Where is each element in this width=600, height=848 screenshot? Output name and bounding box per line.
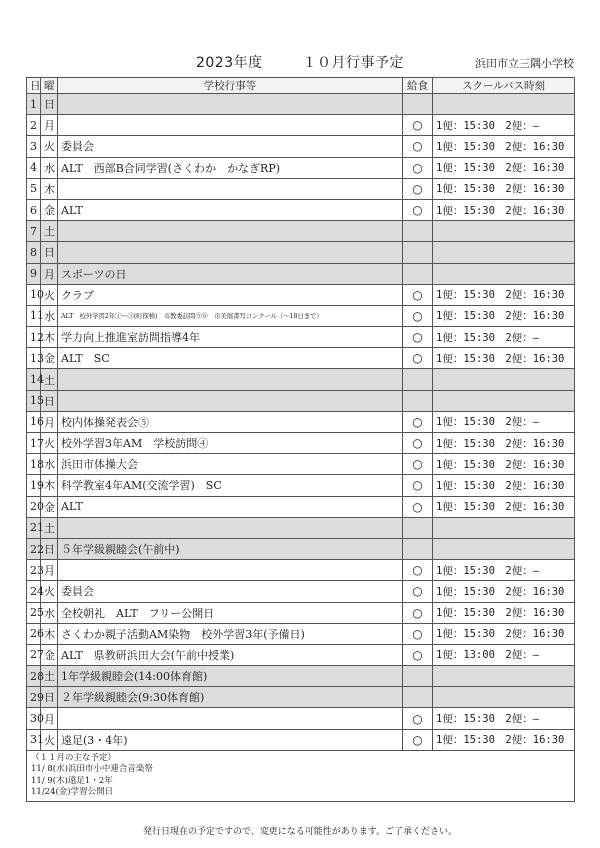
bus-time-cell: 1便：15:30 2便：― — [433, 560, 575, 581]
table-row — [27, 666, 575, 687]
weekday-cell: 月 — [41, 560, 58, 581]
day-cell: 17 — [27, 433, 41, 454]
table-row — [27, 623, 575, 644]
meal-cell: ○ — [403, 560, 433, 581]
day-cell: 11 — [27, 305, 41, 326]
schedule-body — [27, 94, 575, 751]
col-header-weekday: 曜 — [41, 78, 58, 94]
table-row — [27, 538, 575, 559]
table-row — [27, 708, 575, 729]
note-line: 11/24(金)学習公開日 — [31, 787, 114, 798]
bus-time-cell: 1便：15:30 2便：16:30 — [433, 496, 575, 517]
meal-cell: ○ — [403, 305, 433, 326]
table-row — [27, 178, 575, 199]
event-cell — [58, 708, 403, 729]
table-row — [27, 602, 575, 623]
bus-time-cell: 1便：15:30 2便：16:30 — [433, 581, 575, 602]
title-year: 2023年度 — [195, 55, 263, 71]
weekday-cell: 日 — [41, 390, 58, 411]
day-cell: 7 — [27, 221, 41, 242]
table-row — [27, 305, 575, 326]
bus-time-cell — [433, 369, 575, 390]
event-cell: 1年学級親睦会(14:00体育館) — [58, 666, 403, 687]
schedule-table — [26, 77, 575, 802]
day-cell: 20 — [27, 496, 41, 517]
table-header-row — [27, 78, 575, 94]
bus-time-cell: 1便：15:30 2便：16:30 — [433, 284, 575, 305]
col-header-day: 日 — [27, 78, 41, 94]
day-cell: 10 — [27, 284, 41, 305]
meal-cell: ○ — [403, 581, 433, 602]
bus-time-cell: 1便：15:30 2便：16:30 — [433, 623, 575, 644]
event-cell: 校内体操発表会⑤ — [58, 411, 403, 432]
bus-time-cell: 1便：15:30 2便：16:30 — [433, 178, 575, 199]
meal-cell: ○ — [403, 433, 433, 454]
weekday-cell: 水 — [41, 157, 58, 178]
event-cell: クラブ — [58, 284, 403, 305]
day-cell: 27 — [27, 644, 41, 665]
table-row — [27, 517, 575, 538]
bus-time-cell: 1便：15:30 2便：16:30 — [433, 475, 575, 496]
bus-time-cell: 1便：15:30 2便：16:30 — [433, 136, 575, 157]
bus-time-cell — [433, 242, 575, 263]
event-cell — [58, 560, 403, 581]
day-cell: 14 — [27, 369, 41, 390]
col-header-events: 学校行事等 — [58, 78, 403, 94]
table-row — [27, 263, 575, 284]
day-cell: 4 — [27, 157, 41, 178]
weekday-cell: 木 — [41, 178, 58, 199]
bus-time-cell: 1便：15:30 2便：16:30 — [433, 433, 575, 454]
event-cell: さくわか親子活動AM染物 校外学習3年(予備日) — [58, 623, 403, 644]
note-line: 11/ 8(水)浜田市小中連合音楽祭 — [31, 764, 153, 775]
day-cell: 3 — [27, 136, 41, 157]
bus-time-cell — [433, 538, 575, 559]
table-row — [27, 475, 575, 496]
meal-cell: ○ — [403, 284, 433, 305]
title-main: １０月行事予定 — [302, 55, 405, 71]
weekday-cell: 木 — [41, 327, 58, 348]
meal-cell: ○ — [403, 475, 433, 496]
bus-time-cell — [433, 263, 575, 284]
note-line: （１１月の主な予定） — [31, 752, 117, 763]
day-cell: 12 — [27, 327, 41, 348]
table-row — [27, 136, 575, 157]
day-cell: 30 — [27, 708, 41, 729]
meal-cell: ○ — [403, 115, 433, 136]
day-cell: 16 — [27, 411, 41, 432]
table-row — [27, 581, 575, 602]
table-row — [27, 115, 575, 136]
weekday-cell: 土 — [41, 221, 58, 242]
day-cell: 19 — [27, 475, 41, 496]
event-cell — [58, 242, 403, 263]
bus-time-cell: 1便：15:30 2便：― — [433, 708, 575, 729]
table-row — [27, 729, 575, 750]
weekday-cell: 日 — [41, 242, 58, 263]
weekday-cell: 土 — [41, 517, 58, 538]
day-cell: 22 — [27, 538, 41, 559]
day-cell: 25 — [27, 602, 41, 623]
weekday-cell: 土 — [41, 369, 58, 390]
meal-cell — [403, 687, 433, 708]
meal-cell — [403, 94, 433, 115]
meal-cell: ○ — [403, 348, 433, 369]
weekday-cell: 木 — [41, 475, 58, 496]
weekday-cell: 日 — [41, 538, 58, 559]
meal-cell — [403, 538, 433, 559]
meal-cell: ○ — [403, 199, 433, 220]
col-header-meal: 給食 — [403, 78, 433, 94]
weekday-cell: 火 — [41, 581, 58, 602]
weekday-cell: 日 — [41, 94, 58, 115]
event-cell: 遠足(3・4年) — [58, 729, 403, 750]
meal-cell: ○ — [403, 623, 433, 644]
weekday-cell: 金 — [41, 496, 58, 517]
day-cell: 24 — [27, 581, 41, 602]
weekday-cell: 月 — [41, 411, 58, 432]
bus-time-cell: 1便：15:30 2便：16:30 — [433, 729, 575, 750]
footer-note: 発行日現在の予定ですので、変更になる可能性があります。ご了承ください。 — [142, 827, 458, 837]
table-row — [27, 411, 575, 432]
meal-cell — [403, 666, 433, 687]
event-cell: 学力向上推進室訪問指導4年 — [58, 327, 403, 348]
bus-time-cell: 1便：15:30 2便：16:30 — [433, 348, 575, 369]
weekday-cell: 土 — [41, 666, 58, 687]
event-cell — [58, 517, 403, 538]
note-line: 11/ 9(木)遠足1・2年 — [31, 775, 113, 786]
table-row — [27, 496, 575, 517]
table-row — [27, 560, 575, 581]
table-row — [27, 221, 575, 242]
meal-cell: ○ — [403, 708, 433, 729]
bus-time-cell: 1便：15:30 2便：16:30 — [433, 602, 575, 623]
event-cell — [58, 221, 403, 242]
notes-row — [27, 750, 575, 801]
day-cell: 6 — [27, 199, 41, 220]
day-cell: 26 — [27, 623, 41, 644]
day-cell: 31 — [27, 729, 41, 750]
table-row — [27, 199, 575, 220]
event-cell: ALT SC — [58, 348, 403, 369]
meal-cell — [403, 263, 433, 284]
meal-cell — [403, 242, 433, 263]
day-cell: 9 — [27, 263, 41, 284]
weekday-cell: 日 — [41, 687, 58, 708]
bus-time-cell: 1便：15:30 2便：16:30 — [433, 454, 575, 475]
table-row — [27, 327, 575, 348]
weekday-cell: 金 — [41, 199, 58, 220]
weekday-cell: 月 — [41, 708, 58, 729]
weekday-cell: 金 — [41, 348, 58, 369]
bus-time-cell — [433, 221, 575, 242]
bus-time-cell: 1便：15:30 2便：― — [433, 327, 575, 348]
meal-cell: ○ — [403, 178, 433, 199]
meal-cell — [403, 369, 433, 390]
meal-cell — [403, 390, 433, 411]
bus-time-cell: 1便：15:30 2便：― — [433, 115, 575, 136]
event-cell: 科学教室4年AM(交流学習) SC — [58, 475, 403, 496]
event-cell: ALT 校外学習2年①～③(町探検) 市教委訪問⑤⑥ 市美展書写コンクール（～18日まで） — [58, 305, 403, 326]
meal-cell: ○ — [403, 496, 433, 517]
bus-time-cell — [433, 94, 575, 115]
weekday-cell: 火 — [41, 729, 58, 750]
weekday-cell: 火 — [41, 284, 58, 305]
weekday-cell: 木 — [41, 623, 58, 644]
meal-cell: ○ — [403, 157, 433, 178]
meal-cell: ○ — [403, 136, 433, 157]
event-cell: 校外学習3年AM 学校訪問④ — [58, 433, 403, 454]
event-cell: ALT 県教研浜田大会(午前中授業) — [58, 644, 403, 665]
event-cell: 委員会 — [58, 136, 403, 157]
weekday-cell: 水 — [41, 602, 58, 623]
bus-time-cell — [433, 517, 575, 538]
day-cell: 21 — [27, 517, 41, 538]
event-cell — [58, 390, 403, 411]
meal-cell: ○ — [403, 327, 433, 348]
weekday-cell: 水 — [41, 305, 58, 326]
event-cell — [58, 178, 403, 199]
day-cell: 28 — [27, 666, 41, 687]
bus-time-cell: 1便：15:30 2便：16:30 — [433, 157, 575, 178]
bus-time-cell: 1便：15:30 2便：16:30 — [433, 305, 575, 326]
weekday-cell: 月 — [41, 115, 58, 136]
weekday-cell: 火 — [41, 433, 58, 454]
meal-cell: ○ — [403, 729, 433, 750]
event-cell: ALT — [58, 496, 403, 517]
weekday-cell: 月 — [41, 263, 58, 284]
weekday-cell: 金 — [41, 644, 58, 665]
meal-cell: ○ — [403, 454, 433, 475]
bus-time-cell — [433, 390, 575, 411]
bus-time-cell: 1便：15:30 2便：16:30 — [433, 199, 575, 220]
table-row — [27, 242, 575, 263]
table-row — [27, 644, 575, 665]
meal-cell — [403, 517, 433, 538]
day-cell: 13 — [27, 348, 41, 369]
event-cell — [58, 369, 403, 390]
meal-cell: ○ — [403, 602, 433, 623]
table-row — [27, 284, 575, 305]
event-cell: ２年学級親睦会(9:30体育館) — [58, 687, 403, 708]
day-cell: 15 — [27, 390, 41, 411]
day-cell: 8 — [27, 242, 41, 263]
bus-time-cell: 1便：15:30 2便：― — [433, 411, 575, 432]
event-cell: 浜田市体操大会 — [58, 454, 403, 475]
event-cell: 全校朝礼 ALT フリー公開日 — [58, 602, 403, 623]
bus-time-cell: 1便：13:00 2便：― — [433, 644, 575, 665]
table-row — [27, 687, 575, 708]
col-header-bus: スクールバス時刻 — [433, 78, 575, 94]
table-row — [27, 433, 575, 454]
weekday-cell: 火 — [41, 136, 58, 157]
bus-time-cell — [433, 687, 575, 708]
table-row — [27, 390, 575, 411]
bus-time-cell — [433, 666, 575, 687]
day-cell: 5 — [27, 178, 41, 199]
day-cell: 23 — [27, 560, 41, 581]
day-cell: 2 — [27, 115, 41, 136]
day-cell: 29 — [27, 687, 41, 708]
weekday-cell: 水 — [41, 454, 58, 475]
day-cell: 18 — [27, 454, 41, 475]
table-row — [27, 94, 575, 115]
notes-cell — [27, 750, 575, 801]
day-cell: 1 — [27, 94, 41, 115]
meal-cell — [403, 221, 433, 242]
event-cell: スポーツの日 — [58, 263, 403, 284]
table-row — [27, 157, 575, 178]
event-cell: ALT 西部B合同学習(さくわか かなぎRP) — [58, 157, 403, 178]
table-row — [27, 454, 575, 475]
school-name: 浜田市立三隅小学校 — [475, 57, 574, 70]
meal-cell: ○ — [403, 644, 433, 665]
meal-cell: ○ — [403, 411, 433, 432]
event-cell: ALT — [58, 199, 403, 220]
event-cell — [58, 115, 403, 136]
event-cell: 委員会 — [58, 581, 403, 602]
table-row — [27, 369, 575, 390]
table-row — [27, 348, 575, 369]
page-header — [0, 0, 600, 80]
event-cell: ５年学級親睦会(午前中) — [58, 538, 403, 559]
event-cell — [58, 94, 403, 115]
